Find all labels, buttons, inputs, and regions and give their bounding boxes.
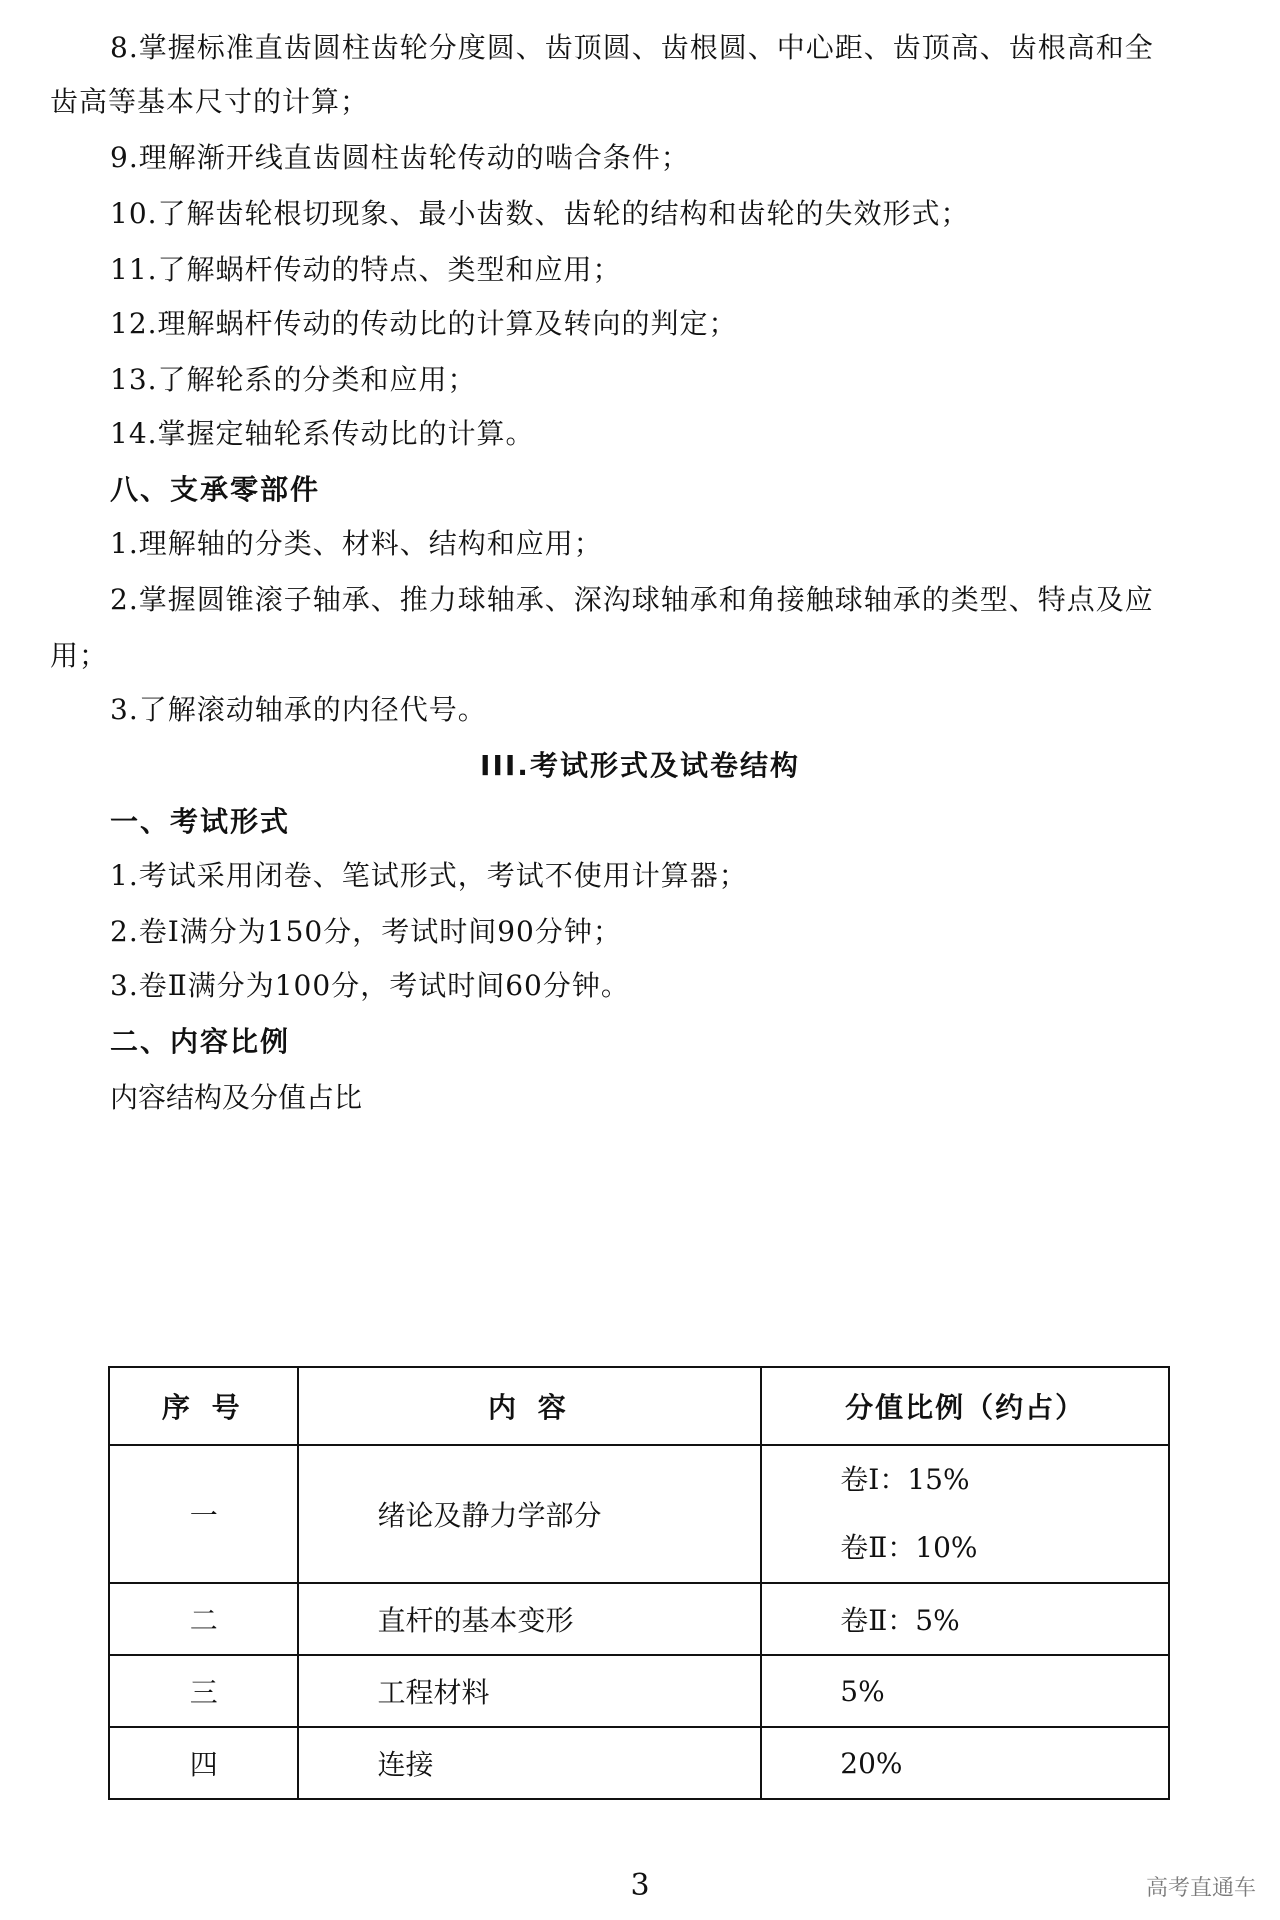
list-item: 11.了解蜗杆传动的特点、类型和应用； [110, 253, 622, 286]
row-ratio: 20% [761, 1727, 1169, 1799]
list-item: 1.理解轴的分类、材料、结构和应用； [110, 527, 603, 560]
row-content: 连接 [298, 1727, 761, 1799]
column-header-number: 序 号 [109, 1367, 298, 1445]
list-item: 2.卷Ⅰ满分为150分，考试时间90分钟； [110, 915, 622, 948]
table-header-row [109, 1367, 1169, 1445]
table-row [109, 1727, 1169, 1799]
list-item: 10.了解齿轮根切现象、最小齿数、齿轮的结构和齿轮的失效形式； [110, 197, 970, 230]
list-item: 13.了解轮系的分类和应用； [110, 363, 477, 396]
section-heading: 一、考试形式 [110, 805, 291, 838]
section-heading: 二、内容比例 [110, 1025, 291, 1058]
ratio-paper-1: 卷Ⅰ：15% [840, 1463, 970, 1496]
row-content: 直杆的基本变形 [298, 1583, 761, 1655]
list-item: 2.掌握圆锥滚子轴承、推力球轴承、深沟球轴承和角接触球轴承的类型、特点及应 [110, 583, 1154, 616]
list-item: 1.考试采用闭卷、笔试形式，考试不使用计算器； [110, 859, 748, 892]
list-item: 3.了解滚动轴承的内径代号。 [110, 693, 487, 726]
row-ratio [761, 1445, 1169, 1583]
part-title: III.考试形式及试卷结构 [480, 749, 800, 782]
row-number: 二 [109, 1583, 298, 1655]
list-item: 8.掌握标准直齿圆柱齿轮分度圆、齿顶圆、齿根圆、中心距、齿顶高、齿根高和全 [110, 31, 1154, 64]
list-item-continuation: 用； [50, 639, 109, 672]
row-content: 工程材料 [298, 1655, 761, 1727]
column-header-content: 内 容 [298, 1367, 761, 1445]
row-ratio: 卷Ⅱ：5% [761, 1583, 1169, 1655]
table-caption: 内容结构及分值占比 [110, 1081, 363, 1114]
row-content: 绪论及静力学部分 [298, 1445, 761, 1583]
watermark: 高考直通车 [1145, 1876, 1256, 1901]
row-number: 三 [109, 1655, 298, 1727]
section-heading: 八、支承零部件 [110, 473, 321, 506]
list-item-continuation: 齿高等基本尺寸的计算； [50, 85, 370, 118]
ratio-paper-2: 卷Ⅱ：10% [840, 1531, 978, 1564]
table-row [109, 1445, 1169, 1583]
row-number: 一 [109, 1445, 298, 1583]
row-ratio: 5% [761, 1655, 1169, 1727]
table-row [109, 1655, 1169, 1727]
column-header-ratio: 分值比例（约占） [761, 1367, 1169, 1445]
list-item: 12.理解蜗杆传动的传动比的计算及转向的判定； [110, 307, 738, 340]
list-item: 14.掌握定轴轮系传动比的计算。 [110, 417, 535, 450]
list-item: 3.卷Ⅱ满分为100分，考试时间60分钟。 [110, 969, 630, 1002]
row-number: 四 [109, 1727, 298, 1799]
table-row [109, 1583, 1169, 1655]
list-item: 9.理解渐开线直齿圆柱齿轮传动的啮合条件； [110, 141, 690, 174]
page-number: 3 [630, 1868, 650, 1903]
content-ratio-table [108, 1366, 1170, 1800]
